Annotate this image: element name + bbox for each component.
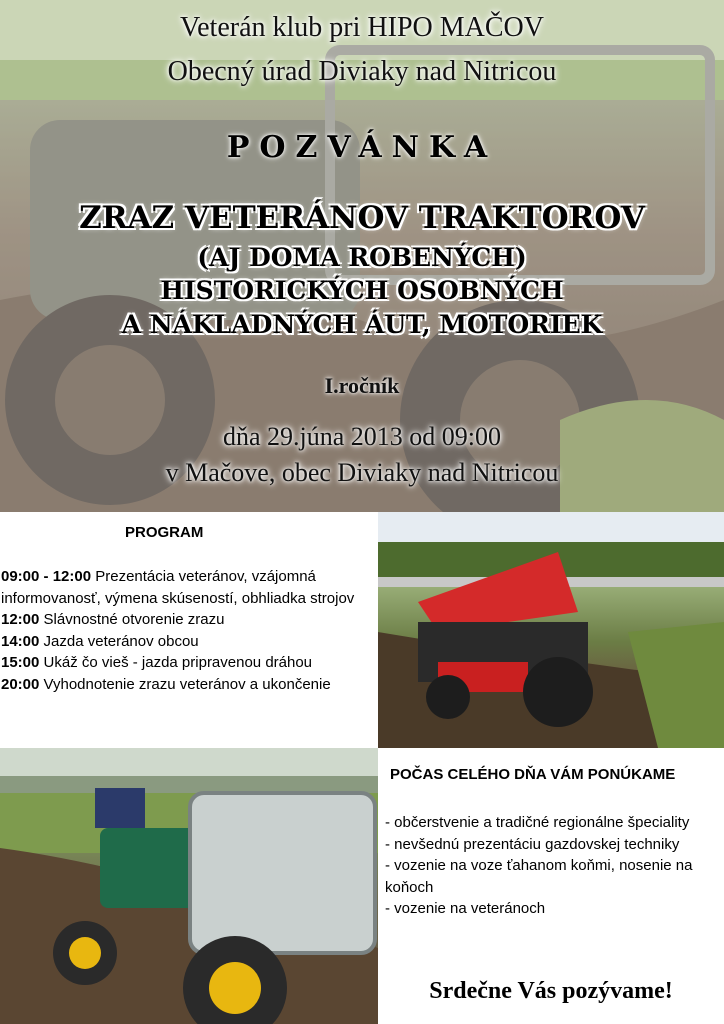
program-item [1, 674, 377, 696]
program-text: Vyhodnotenie zrazu veteránov a ukončenie [39, 675, 331, 693]
invitation-heading: POZVÁNKA [226, 130, 498, 165]
offer-item: - nevšednú prezentáciu gazdovskej techniky [385, 835, 680, 853]
program-text: Slávnostné otvorenie zrazu [39, 611, 225, 628]
organizer-line-2: Obecný úrad Diviaky nad Nitricou [167, 56, 557, 87]
program-text: Prezentácia veteránov, vzájomná informovanosť, výmena skúseností, obhliadka strojov [1, 568, 355, 607]
program-time: 09:00 - 12:00 [1, 568, 92, 585]
program-item [1, 609, 377, 631]
program-text: Jazda veteránov obcou [39, 632, 199, 650]
program-heading: PROGRAM [125, 524, 204, 541]
offer-item: - občerstvenie a tradičné regionálne špeciality [385, 814, 690, 831]
event-place: v Mačove, obec Diviaky nad Nitricou [165, 458, 559, 487]
event-title-line-1: ZRAZ VETERÁNOV TRAKTOROV [79, 200, 645, 236]
organizer-line-1: Veterán klub pri HIPO MAČOV [180, 12, 544, 43]
program-time: 12:00 [1, 611, 40, 628]
program-list [1, 566, 377, 695]
green-tractor-photo [0, 748, 378, 1024]
offer-list [385, 812, 721, 920]
event-title-line-2: (AJ DOMA ROBENÝCH) [197, 243, 527, 272]
event-date: dňa 29.júna 2013 od 09:00 [222, 422, 502, 451]
program-time: 14:00 [1, 632, 40, 650]
program-text: Ukáž čo vieš - jazda pripravenou dráhou [39, 654, 313, 671]
program-time: 20:00 [1, 675, 40, 693]
program-item [1, 631, 377, 653]
offer-item: - vozenie na veteránoch [385, 900, 546, 917]
program-item [1, 566, 377, 609]
offer-heading: POČAS CELÉHO DŇA VÁM PONÚKAME [390, 766, 676, 783]
closing-greeting: Srdečne Vás pozývame! [429, 978, 673, 1004]
event-title-line-3: HISTORICKÝCH OSOBNÝCH [160, 276, 564, 305]
program-time: 15:00 [1, 654, 40, 671]
program-item [1, 652, 377, 674]
edition-label: I.ročník [324, 373, 400, 398]
red-tractor-photo [378, 512, 724, 748]
offer-item: - vozenie na voze ťahanom koňmi, nosenie na koňoch [385, 857, 693, 896]
event-title-line-4: A NÁKLADNÝCH ÁUT, MOTORIEK [121, 310, 603, 339]
program-section [0, 512, 378, 748]
